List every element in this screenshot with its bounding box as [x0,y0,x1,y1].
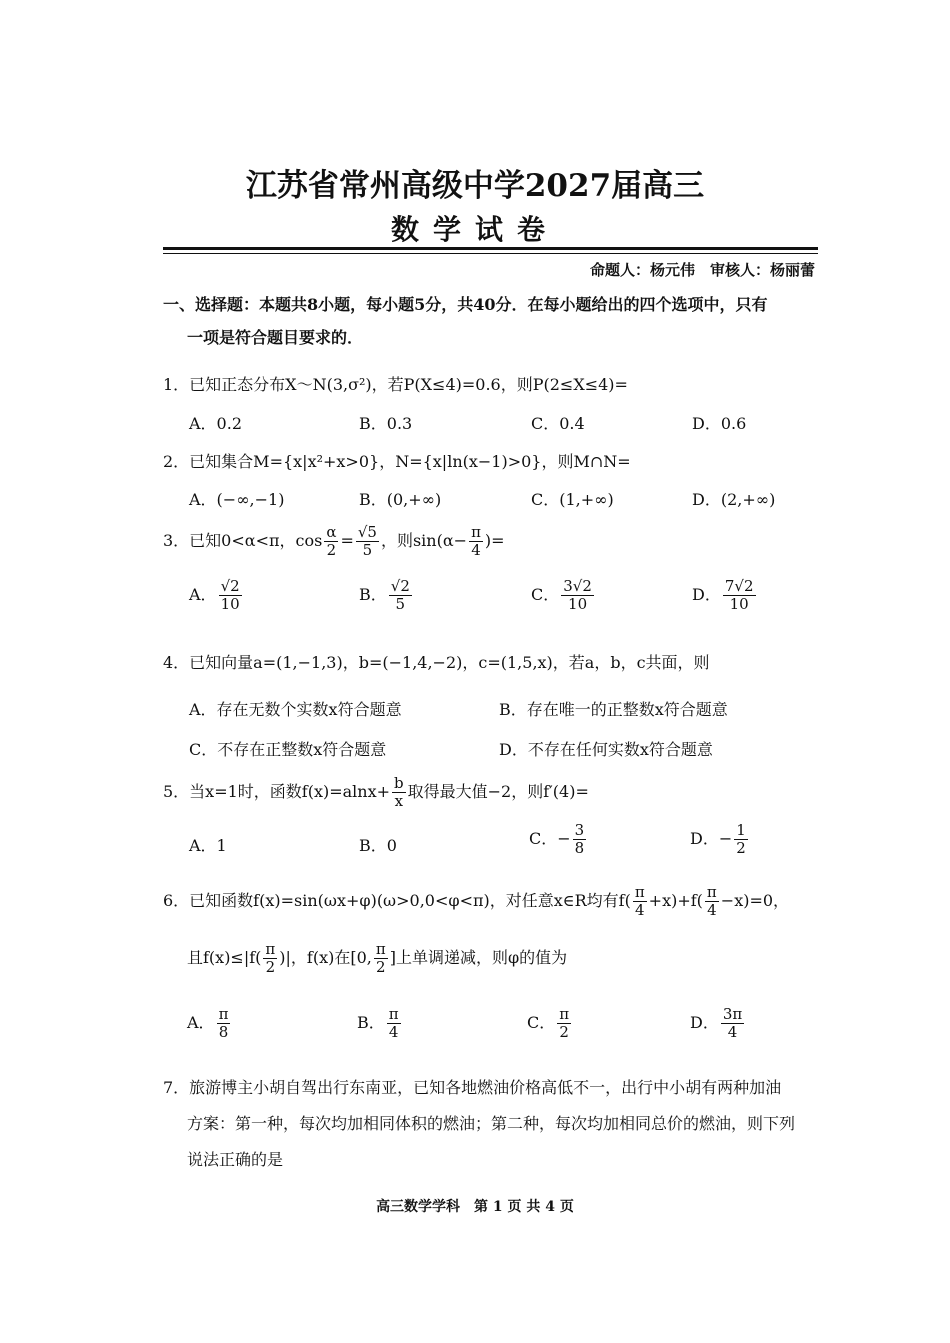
q4-option-a: A．存在无数个实数x符合题意 [189,700,402,719]
q4-option-c: C．不存在正整数x符合题意 [189,740,387,759]
q5-frac-b-x: $\frac{b}{x}$ [394,774,404,810]
q3-stem-a: 3．已知0<α<π，cos [163,531,323,550]
header-rule-thin [163,253,818,254]
q1-option-b: B．0.3 [359,414,413,433]
page-footer: 高三数学学科 第 1 页 共 4 页 [376,1199,574,1215]
q6-stem-line1: 6．已知函数f(x)=sin(ωx+φ)(ω>0,0<φ<π)，对任意x∈R均有f( $\frac{\pi}{4}$ +x)+f( $\frac{\pi}{4}$ −x)=0， [163,883,790,919]
q3-stem-b: ，则sin(α− [380,531,468,550]
q7-stem-line2: 方案：第一种，每次均加相同体积的燃油；第二种，每次均加相同总价的燃油，则下列 [187,1114,796,1133]
q3-option-b: B． $\frac{√2}{5}$ [359,577,410,613]
q3-option-a: A． $\frac{√2}{10}$ [189,577,240,613]
section-heading-line1: 一、选择题：本题共8小题，每小题5分，共40分．在每小题给出的四个选项中，只有 [163,295,768,314]
q3-option-c: C． $\frac{3√2}{10}$ [531,577,592,613]
q3-stem-c: )= [484,531,505,550]
q4-stem: 4．已知向量a=(1,−1,3)，b=(−1,4,−2)，c=(1,5,x)，若a，b，c共面，则 [163,653,710,672]
q2-option-c: C．(1,+∞) [531,490,614,509]
q6-option-b: B． $\frac{\pi}{4}$ [357,1005,399,1041]
q4-option-d: D．不存在任何实数x符合题意 [499,740,713,759]
q3-frac-pi-4: $\frac{\pi}{4}$ [471,523,481,559]
q1-option-a: A．0.2 [189,414,243,433]
q3-option-d: D． $\frac{7√2}{10}$ [692,577,754,613]
q5-stem: 5．当x=1时，函数f(x)=alnx+ $\frac{b}{x}$ 取得最大值−2，则f′(4)= [163,774,589,810]
q2-option-d: D．(2,+∞) [692,490,776,509]
q1-option-d: D．0.6 [692,414,747,433]
q2-stem: 2．已知集合M={x|x²+x>0}，N={x|ln(x−1)>0}，则M∩N= [163,452,631,471]
exam-title: 数学试卷 [390,213,559,246]
q6-option-a: A． $\frac{\pi}{8}$ [187,1005,229,1041]
q1-option-c: C．0.4 [531,414,585,433]
q5-option-a: A．1 [189,836,227,855]
q2-option-b: B．(0,+∞) [359,490,442,509]
authors-line: 命题人：杨元伟 审核人：杨丽蕾 [589,261,815,279]
header-rule-thick [163,247,818,250]
q6-stem-line2: 且f(x)≤|f( $\frac{\pi}{2}$ )|，f(x)在[0, $\frac{\pi}{2}$ ]上单调递减，则φ的值为 [187,940,568,976]
q7-stem-line1: 7．旅游博主小胡自驾出行东南亚，已知各地燃油价格高低不一，出行中小胡有两种加油 [163,1078,782,1097]
q3-stem: 3．已知0<α<π，cos $\frac{\alpha}{2}$ = $\frac{√5}{5}$ ，则sin(α− $\frac{\pi}{4}$ )= [163,523,505,559]
q7-stem-line3: 说法正确的是 [187,1150,284,1169]
school-title: 江苏省常州高级中学2027届高三 [245,168,705,204]
q6-option-d: D． $\frac{3\pi}{4}$ [690,1005,743,1041]
q5-option-c: C．− $\frac{3}{8}$ [529,821,585,857]
q3-frac-alpha-2: $\frac{\alpha}{2}$ [326,523,337,559]
q2-option-a: A．(−∞,−1) [189,490,285,509]
q3-frac-root5-5: $\frac{√5}{5}$ [357,523,377,559]
q5-option-b: B．0 [359,836,397,855]
q6-option-c: C． $\frac{\pi}{2}$ [527,1005,570,1041]
q5-option-d: D．− $\frac{1}{2}$ [690,821,746,857]
q1-stem: 1．已知正态分布X～N(3,σ²)，若P(X≤4)=0.6，则P(2≤X≤4)= [163,375,628,394]
section-heading-line2: 一项是符合题目要求的． [187,328,364,347]
q4-option-b: B．存在唯一的正整数x符合题意 [499,700,728,719]
